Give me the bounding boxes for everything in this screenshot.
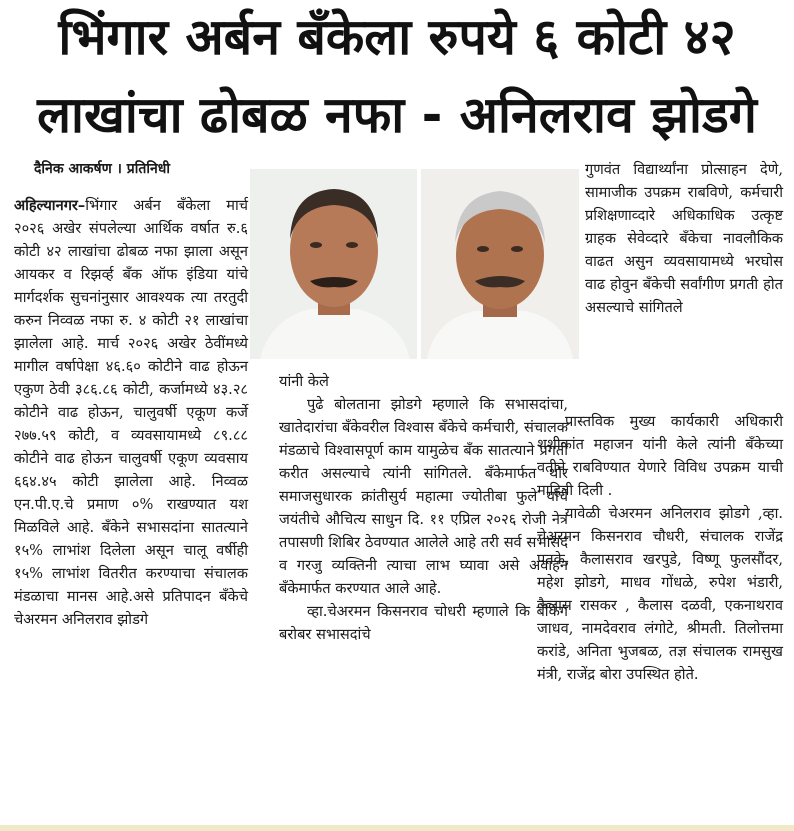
dateline: अहिल्यानगर– <box>14 197 86 214</box>
article-column-2 <box>279 370 568 646</box>
portrait-illustration-2 <box>421 169 579 359</box>
col3-paragraph-1: गुणवंत विद्यार्थ्यांना प्रोत्साहन देणे, सामाजीक उपक्रम राबविणे, कर्मचारी प्रशिक्षणाव्दारे अधिकाधिक उत्कृष्ट ग्राहक सेवेव्दारे बँकेचा नावलौकिक वाढत असुन व्यवसायामध्ये भरघोस वाढ होवुन बँकेची सर्वांगीण प्रगती होत असल्याचे सांगितले <box>585 161 783 316</box>
page-bottom-band <box>0 825 794 831</box>
headline-line-1: भिंगार अर्बन बँकेला रुपये ६ कोटी ४२ <box>58 8 736 66</box>
headline-line-2: लाखांचा ढोबळ नफा - अनिलराव झोडगे <box>37 86 757 144</box>
col3-paragraph-2: प्रास्तविक मुख्य कार्यकारी अधिकारी शशीकांत महाजन यांनी केले त्यांनी बँकेच्या वतीने राबविण्यात येणारे विविध उपक्रम याची माहिती दिली . <box>537 413 783 499</box>
photo-vice-chairman <box>421 169 579 359</box>
col2-paragraph-1: यांनी केले <box>279 373 329 390</box>
photo-chairman <box>250 169 417 359</box>
lead-text: भिंगार अर्बन बँकेला मार्च २०२६ अखेर संपलेल्या आर्थिक वर्षात रु.६ कोटी ४२ लाखांचा ढोबळ नफा झाला असून आयकर व रिझर्व्ह बँक ऑफ इंडिया यांचे मार्गदर्शक सुचनांनुसार आवश्यक त्या तरतुदी करुन निव्वळ नफा रु. ४ कोटी २१ लाखांचा झालेला आहे. मार्च २०२६ अखेर ठेवींमध्ये मागील वर्षापेक्षा ४६.६० कोटीने वाढ होऊन एकुण ठेवी ३८६.८६ कोटी, कर्जामध्ये ४३.२८ कोटीने वाढ होऊन, चालुवर्षी एकूण कर्जे २७७.५९ कोटी, व व्यवसायामध्ये ८९.८८ कोटीने वाढ होऊन चालुवर्षी एकूण व्यवसाय ६६४.४५ कोटी झालेला आहे. निव्वळ एन.पी.ए.चे प्रमाण ०% राखण्यात यश मिळविले आहे. बँकेने सभासदांना सातत्याने १५% लाभांश दिलेला असून चालू वर्षीही १५% लाभांश वितरीत करण्याचा संचालक मंडळाचा मानस आहे.असे प्रतिपादन बँकेचे चेअरमन अनिलराव झोडगे <box>14 197 248 628</box>
col2-paragraph-2: पुढे बोलताना झोडगे म्हणाले कि सभासदांचा, खातेदारांचा बँकेवरील विश्वास बँकेचे कर्मचारी, संचालक मंडळाचे विश्वासपूर्ण काम यामुळेच बँक सातत्याने प्रगती करीत असल्याचे त्यांनी सांगितले. बँकेमार्फत थोर समाजसुधारक क्रांतीसुर्य महात्मा ज्योतीबा फुले यांचे जयंतीचे औचित्य साधुन दि. ११ एप्रिल २०२६ रोजी नेत्र तपासणी शिबिर ठेवण्यात आलेले आहे तरी सर्व सभासद व गरजु व्यक्तिनी त्याचा लाभ घ्यावा असे अवाहन बँकेमार्फत करण्यात आले आहे. <box>279 396 568 597</box>
article-column-1 <box>14 158 248 631</box>
byline: दैनिक आकर्षण । प्रतिनिधी <box>34 161 170 177</box>
col3-paragraph-3: यावेळी चेअरमन अनिलराव झोडगे ,व्हा. चेअरमन किसनराव चौधरी, संचालक राजेंद्र पतके, कैलासराव खरपुडे, विष्णू फुलसौंदर, महेश झोडगे, माधव गोंधळे, रुपेश भंडारी, कैलास रासकर , कैलास दळवी, एकनाथराव जाधव, नामदेवराव लंगोटे, श्रीमती. तिलोत्तमा करांडे, अनिता भुजबळ, तज्ञ संचालक रामसुख मंत्री, राजेंद्र बोरा उपस्थित होते. <box>537 505 783 683</box>
headline <box>0 0 794 150</box>
article-column-3-lower <box>537 398 783 686</box>
portrait-illustration <box>250 169 417 359</box>
col2-paragraph-3: व्हा.चेअरमन किसनराव चोधरी म्हणाले कि बँकिंग बरोबर सभासदांचे <box>279 603 568 643</box>
lead-paragraph <box>14 194 248 631</box>
article-column-3 <box>585 158 783 319</box>
